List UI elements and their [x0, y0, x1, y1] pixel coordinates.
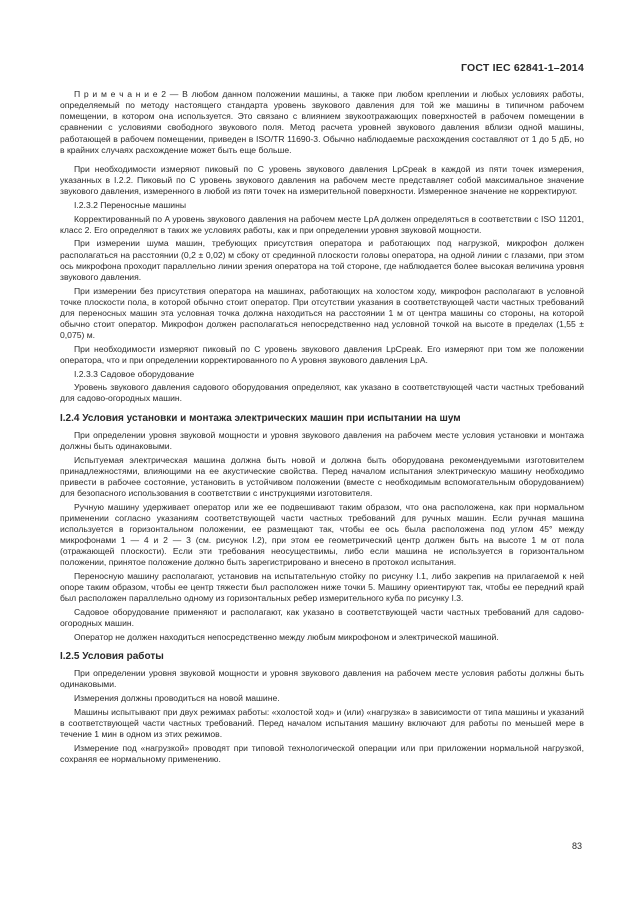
- note-paragraph: П р и м е ч а н и е 2 — В любом данном положении машины, а также при любом креплении и любых условиях работы, определяемый по методу настоящего стандарта уровень звукового давления для той же машины в типичном рабочем помещении, в котором она используется. Это связано с влиянием звукоотражающих поверхностей в рабочем помещении в сравнении с условиями свободного звукового поля. Метод расчета уровней звукового давления вблизи одной машины, работающей в рабочем помещении, приведен в ISO/TR 11690-3. Обычно наблюдаемые расхождения составляют от 1 до 5 дБ, но в крайних случаях расхождение может быть еще больше.: [60, 89, 584, 155]
- body-paragraph: При необходимости измеряют пиковый по C уровень звукового давления LpCpeak. Его измеряют при том же положении оператора, что и при определении корректированного по A уровня звукового давления LpA.: [60, 343, 584, 365]
- body-paragraph: При измерении шума машин, требующих присутствия оператора и работающих под нагрузкой, микрофон должен располагаться на расстоянии (0,2 ± 0,02) м сбоку от срединной плоскости головы оператора, на одной линии с глазами, при этом ось микрофона проходит параллельно линии зрения оператора на той стороне, где наблюдается более высокая величина уровня звукового давления.: [60, 238, 584, 282]
- body-paragraph: При необходимости измеряют пиковый по C уровень звукового давления LpCpeak в каждой из пяти точек измерения, указанных в I.2.2. Пиковый по C уровень звукового давления на рабочем месте представляет собой максимальное значение звукового давления, измеренного в любой из пяти точек на измерительной поверхности. Измеренное значение не корректируют.: [60, 163, 584, 197]
- body-paragraph: Машины испытывают при двух режимах работы: «холостой ход» и (или) «нагрузка» в зависимости от типа машины и указаний в соответствующей части частных требований. Перед началом испытания машину включают для работы по меньшей мере в течение 1 мин в одном из этих режимов.: [60, 706, 584, 739]
- body-paragraph: При определении уровня звуковой мощности и уровня звукового давления на рабочем месте условия установки и монтажа должны быть одинаковыми.: [60, 429, 584, 451]
- body-paragraph: При определении уровня звуковой мощности и уровня звукового давления на рабочем месте условия работы должны быть одинаковыми.: [60, 668, 584, 690]
- body-paragraph: Испытуемая электрическая машина должна быть новой и должна быть оборудована рекомендуемыми изготовителем принадлежностями, влияющими на ее акустические свойства. Перед началом испытания электрическую машину необходимо привести в рабочее состояние, установить в устойчивом положении (вместе с необходимым вспомогательным оборудованием) для безопасного использования в соответствии с инструкциями изготовителя.: [60, 454, 584, 498]
- body-paragraph: Садовое оборудование применяют и располагают, как указано в соответствующей части частных требований для садово-огородных машин.: [60, 607, 584, 629]
- document-header: ГОСТ IEC 62841-1–2014: [461, 62, 584, 74]
- body-paragraph: I.2.3.2 Переносные машины: [74, 199, 187, 210]
- body-paragraph: Измерение под «нагрузкой» проводят при типовой технологической операции или при приложении нормальной нагрузкой, сохраняя ее нормальному применению.: [60, 742, 584, 764]
- document-body: [60, 89, 584, 767]
- body-paragraph: Оператор не должен находиться непосредственно между любым микрофоном и электрической машиной.: [74, 631, 499, 642]
- body-paragraph: Измерения должны проводиться на новой машине.: [74, 693, 280, 703]
- body-paragraph: При измерении без присутствия оператора на машинах, работающих на холостом ходу, микрофон располагают в условной точке плоскости пола, в которой обычно стоит оператор. При отсутствии указания в соответствующей части частных требований для переносных машин эта условная точка должна находиться на расстоянии 1 м от центра машины со стороны, на которой обычно стоит оператор. Микрофон должен располагаться непосредственно над условной точкой на высоте в пределах (1,55 ± 0,075) м.: [60, 285, 584, 341]
- page-number: 83: [571, 841, 582, 851]
- body-paragraph: I.2.3.3 Садовое оборудование: [74, 368, 195, 379]
- body-paragraph: Корректированный по A уровень звукового давления на рабочем месте LpA должен определяться в соответствии с ISO 11201, класс 2. Его определяют в таких же условиях работы, как и при определении уровня звуковой мощности.: [60, 213, 584, 235]
- body-paragraph: Уровень звукового давления садового оборудования определяют, как указано в соответствующей части частных требований для садово-огородных машин.: [60, 382, 584, 404]
- section-heading: I.2.5 Условия работы: [60, 651, 164, 663]
- body-paragraph: Ручную машину удерживает оператор или же ее подвешивают таким образом, что она расположена, как при нормальном применении согласно указаниям соответствующей части частных требований для ручных машин. Если ручная машина используется в горизонтальном положении, ее размещают так, чтобы ее ось была расположена под углом 45° между микрофонами 1 — 4 и 2 — 3 (см. рисунок I.2), при этом ее геометрический центр должен быть на высоте 1 м от пола (отражающей плоскости). Если эти требования неосуществимы, либо если машина не используется в горизонтальном положении, принятое положение должно быть зарегистрировано и внесено в протокол испытания.: [60, 501, 584, 568]
- body-paragraph: Переносную машину располагают, установив на испытательную стойку по рисунку I.1, либо закрепив на прилагаемой к ней опоре таким образом, чтобы ее центр тяжести был расположен ниже точки 5. Машину ориентируют так, чтобы ее передний край был расположен параллельно одному из горизонтальных ребер измерительного куба по рисунку I.3.: [60, 571, 584, 604]
- section-heading: I.2.4 Условия установки и монтажа электрических машин при испытании на шум: [60, 412, 461, 424]
